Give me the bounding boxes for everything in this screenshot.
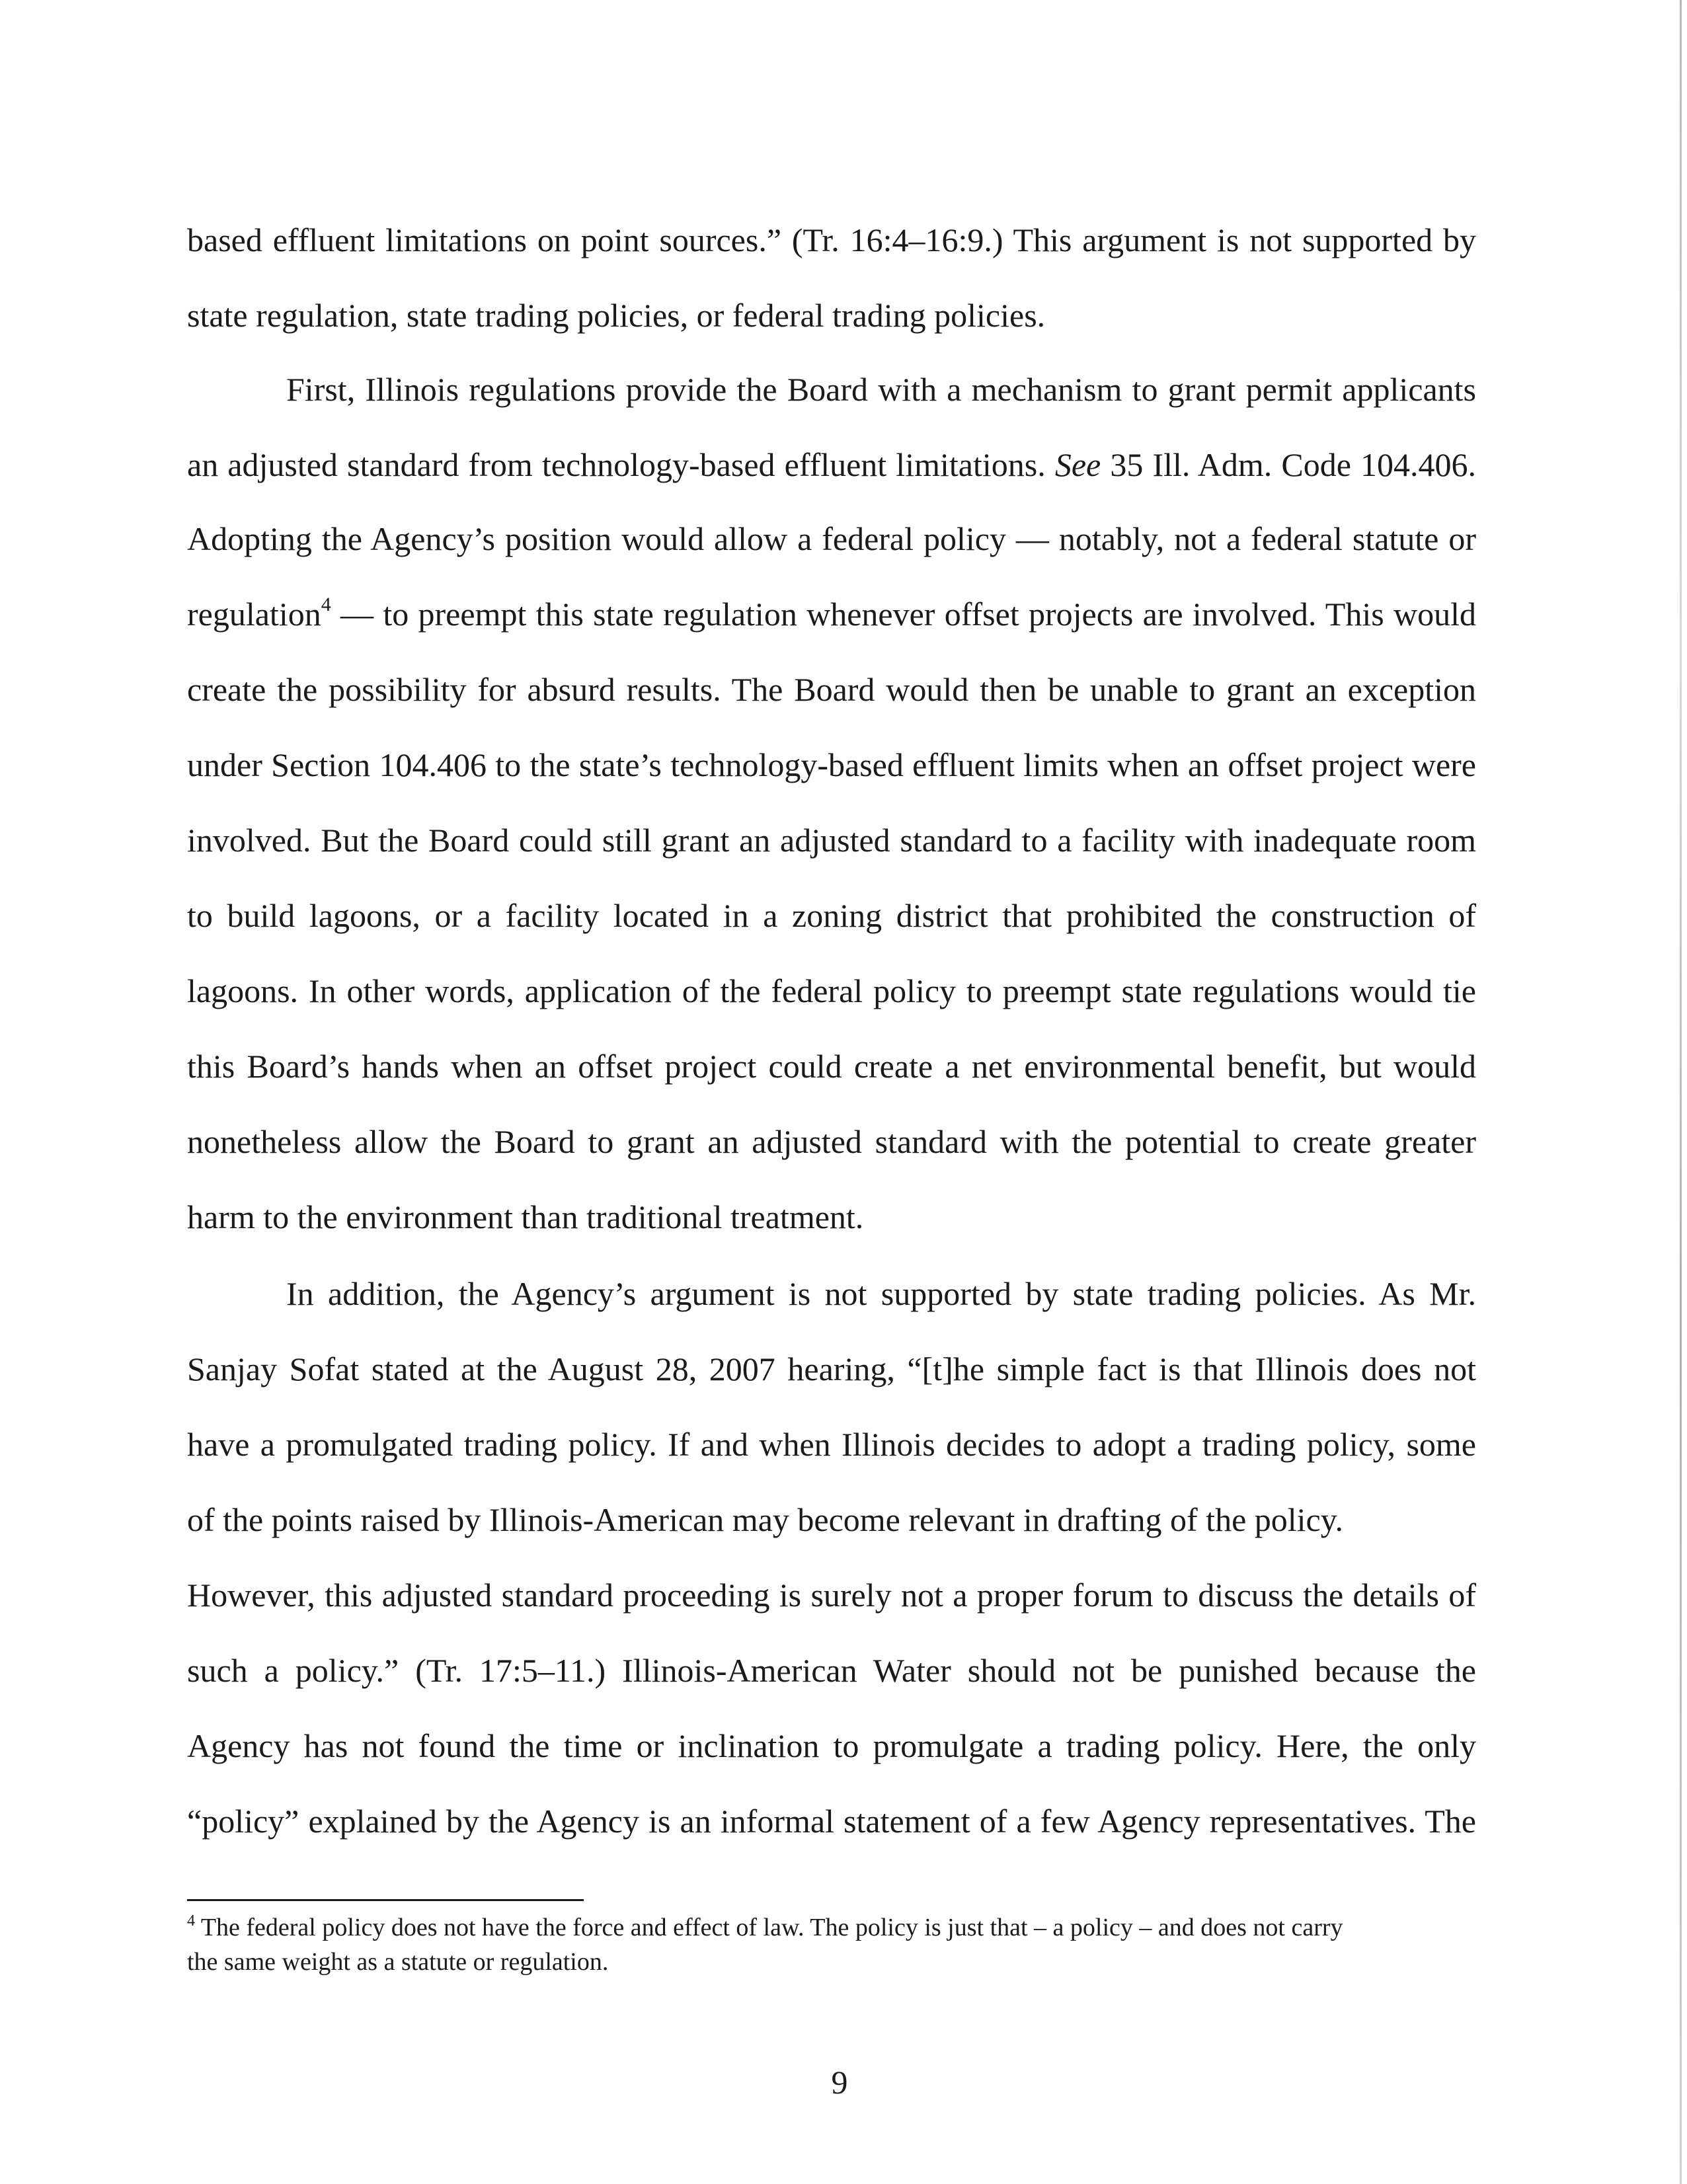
body-line-20: such a policy.” (Tr. 17:5–11.) Illinois-American Water should not be punished because the xyxy=(187,1652,1476,1689)
footnote-reference[interactable]: 4 xyxy=(321,594,331,615)
body-line-16: Sanjay Sofat stated at the August 28, 2007 hearing, “[t]he simple fact is that Illinois does not xyxy=(187,1350,1476,1387)
body-line-8: under Section 104.406 to the state’s technology-based effluent limits when an offset project were xyxy=(187,746,1476,783)
body-line-11: lagoons. In other words, application of the federal policy to preempt state regulations would tie xyxy=(187,972,1476,1009)
footnote-line-2: the same weight as a statute or regulation. xyxy=(187,1948,609,1976)
footnote-line-1: $^4$ The federal policy does not have the force and effect of law. The policy is just that – a policy – and does not carry xyxy=(187,1912,1343,1941)
body-line-13: nonetheless allow the Board to grant an adjusted standard with the potential to create greater xyxy=(187,1123,1476,1160)
page-number: 9 xyxy=(831,2064,848,2101)
body-line-10: to build lagoons, or a facility located in a zoning district that prohibited the construction of xyxy=(187,897,1476,934)
body-line-2: state regulation, state trading policies, or federal trading policies. xyxy=(187,297,1046,334)
body-line-22: “policy” explained by the Agency is an informal statement of a few Agency representatives. The xyxy=(187,1803,1476,1840)
body-line-9: involved. But the Board could still grant an adjusted standard to a facility with inadequate room xyxy=(187,822,1476,859)
body-line-18: of the points raised by Illinois-American may become relevant in drafting of the policy. xyxy=(187,1501,1343,1538)
body-line-12: this Board’s hands when an offset project could create a net environmental benefit, but would xyxy=(187,1048,1476,1085)
body-line-14: harm to the environment than traditional treatment. xyxy=(187,1198,864,1235)
body-line-21: Agency has not found the time or inclination to promulgate a trading policy. Here, the only xyxy=(187,1727,1476,1764)
scan-edge xyxy=(1680,0,1682,2184)
body-line-7: create the possibility for absurd results. The Board would then be unable to grant an exception xyxy=(187,671,1476,708)
body-line-17: have a promulgated trading policy. If and when Illinois decides to adopt a trading policy, some xyxy=(187,1426,1476,1463)
footnote-number: 4 xyxy=(187,1912,195,1930)
body-line-19: However, this adjusted standard proceeding is surely not a proper forum to discuss the details of xyxy=(187,1577,1476,1614)
body-line-4: an adjusted standard from technology-based effluent limitations. See 35 Ill. Adm. Code 104.406. xyxy=(187,446,1477,483)
body-line-5: Adopting the Agency’s position would allow a federal policy — notably, not a federal statute or xyxy=(187,520,1476,557)
body-line-15: In addition, the Agency’s argument is not supported by state trading policies. As Mr. xyxy=(286,1275,1476,1312)
footnote-separator xyxy=(187,1899,584,1901)
body-line-6: regulation$^4$ — to preempt this state regulation whenever offset projects are involved. This would xyxy=(187,594,1476,633)
body-line-1: based effluent limitations on point sources.” (Tr. 16:4–16:9.) This argument is not supported by xyxy=(187,221,1476,258)
body-line-3: First, Illinois regulations provide the Board with a mechanism to grant permit applicants xyxy=(286,371,1476,408)
